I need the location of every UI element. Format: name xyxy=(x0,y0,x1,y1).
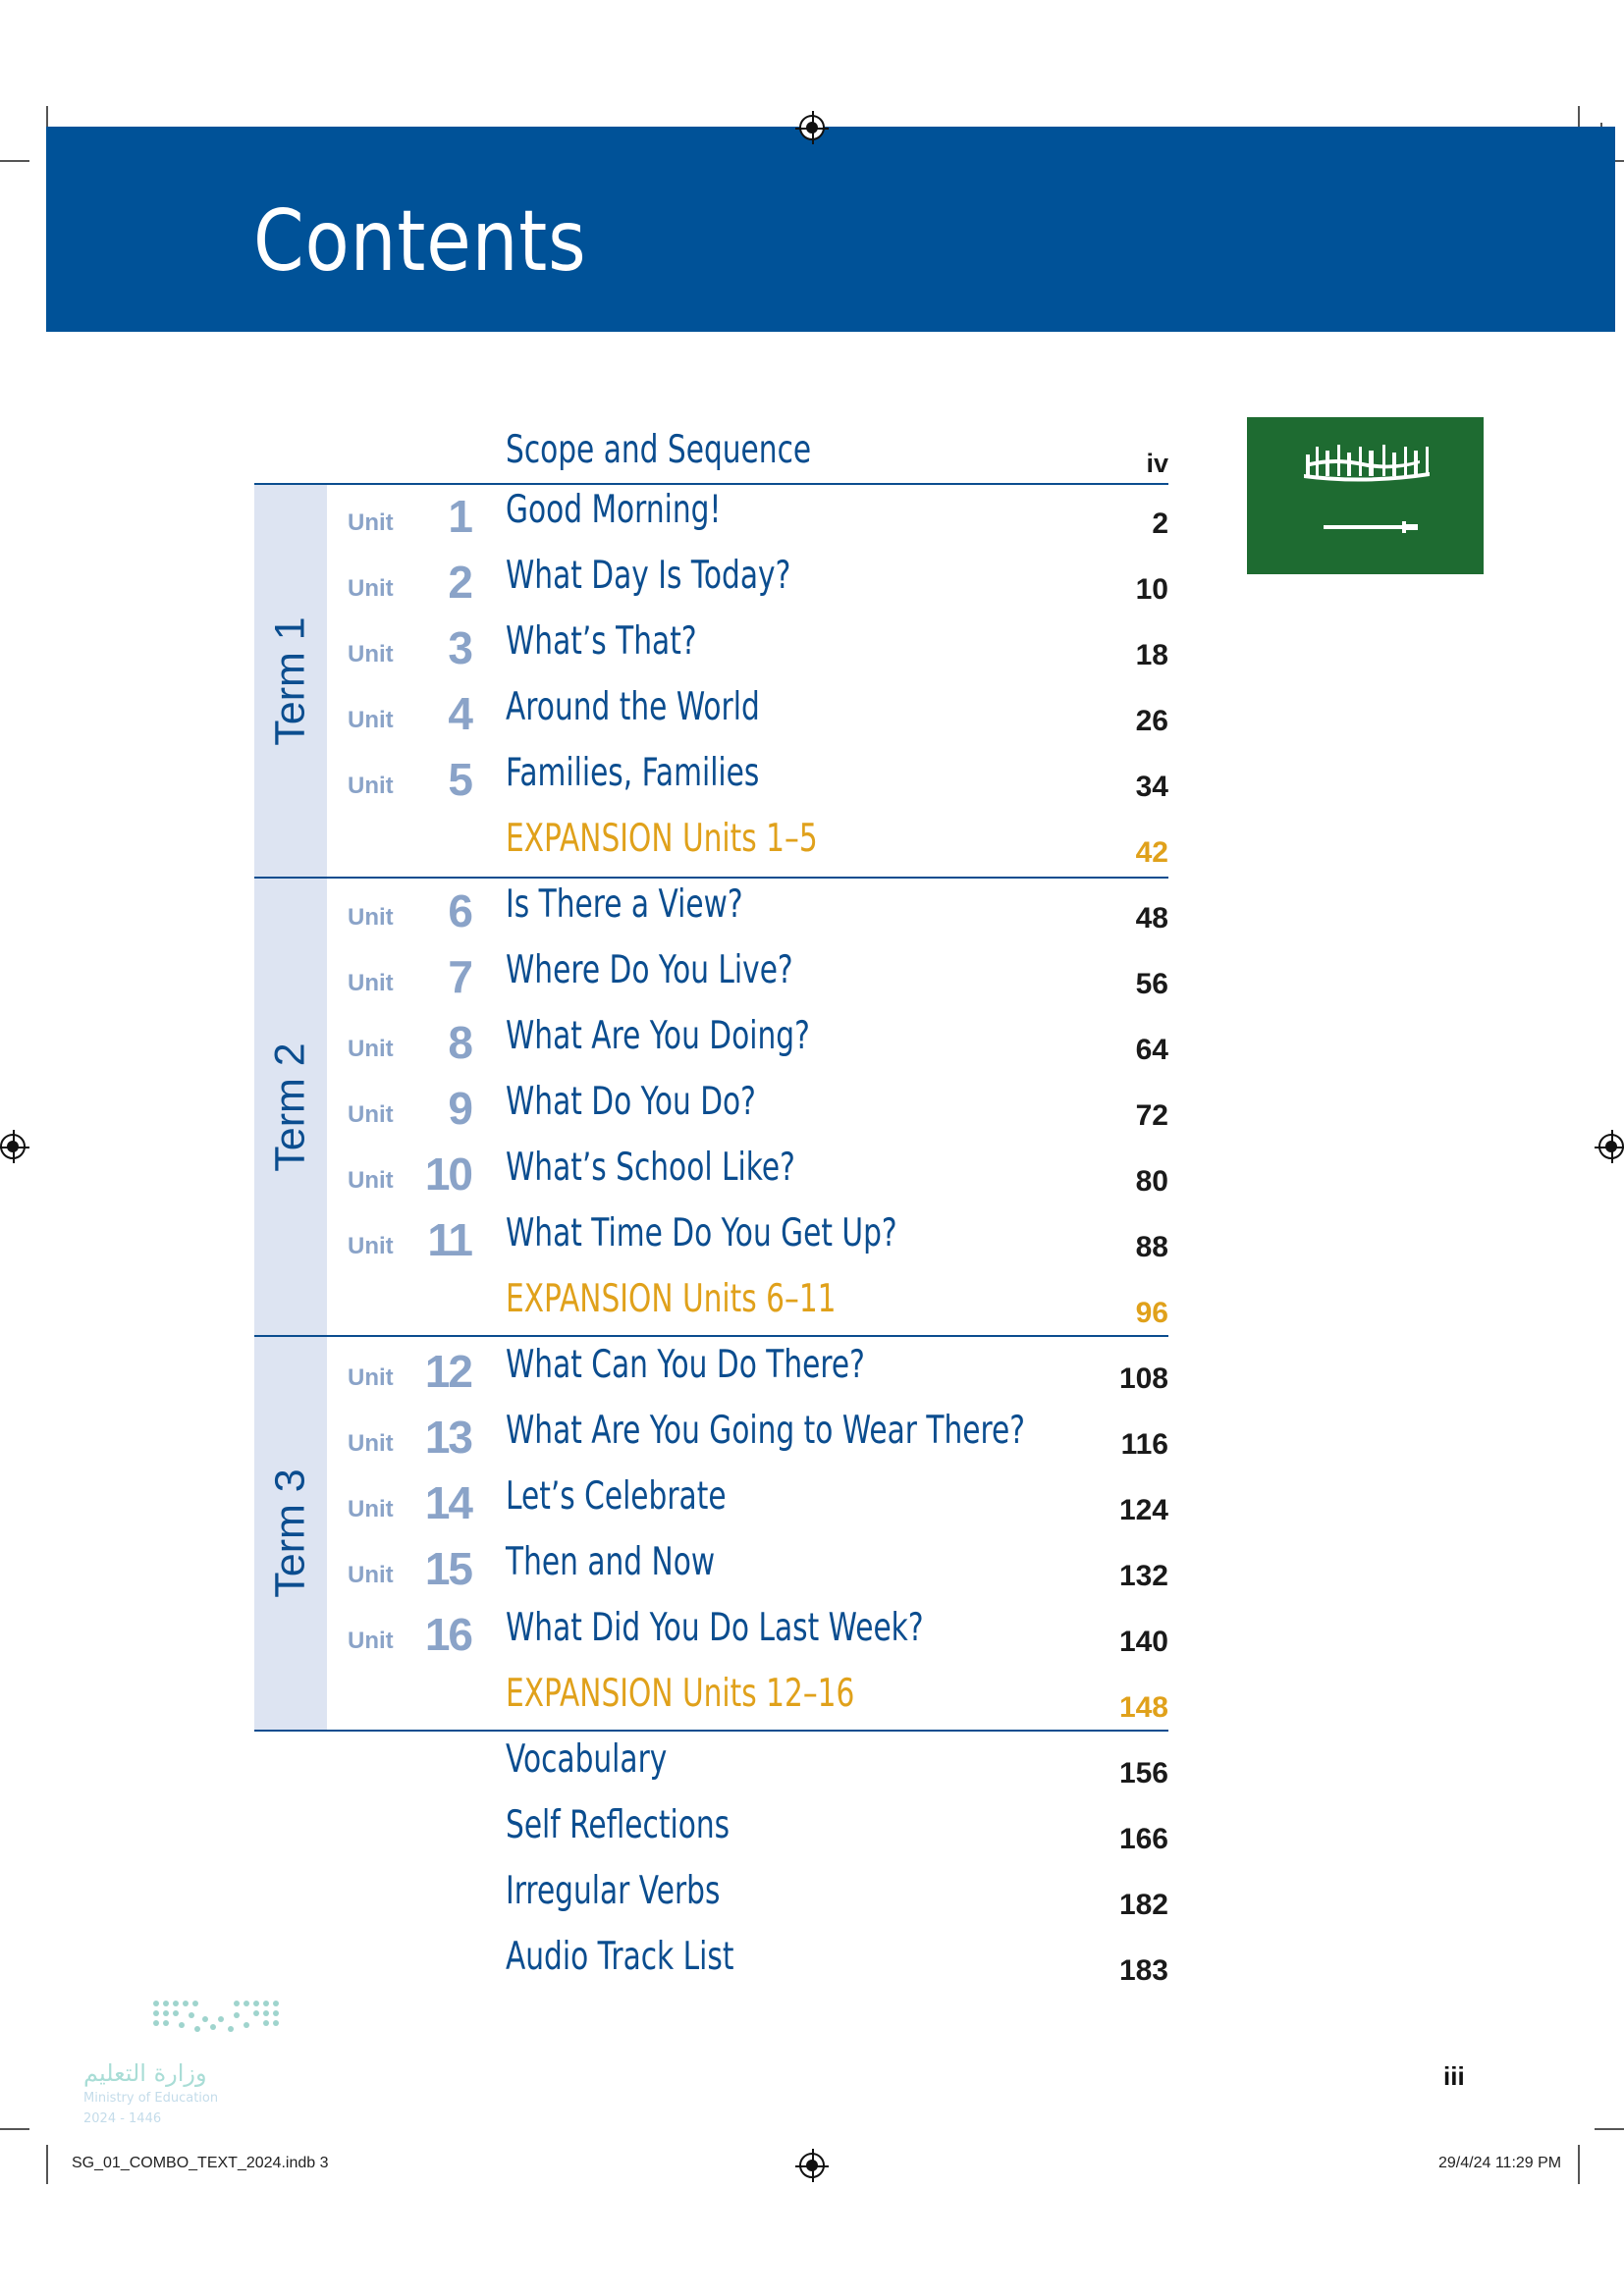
toc-back-matter-row[interactable] xyxy=(0,1857,1624,1921)
toc-page: 10 xyxy=(1135,573,1168,606)
toc-page: 108 xyxy=(1118,1362,1168,1395)
toc-unit-row[interactable] xyxy=(0,1331,1624,1397)
toc-title: Around the World xyxy=(506,685,760,729)
unit-number: 12 xyxy=(424,1346,471,1397)
page-number: iii xyxy=(1443,2061,1465,2091)
toc-title: Let’s Celebrate xyxy=(506,1474,727,1519)
registration-mark-icon xyxy=(799,2153,825,2178)
toc-page: 88 xyxy=(1135,1231,1168,1263)
toc-page: 124 xyxy=(1118,1494,1168,1526)
footer-file-name: SG_01_COMBO_TEXT_2024.indb 3 xyxy=(72,2155,329,2171)
term-label: Term 3 xyxy=(266,1468,314,1598)
unit-number: 10 xyxy=(424,1148,471,1200)
toc-page: 183 xyxy=(1118,1954,1168,1987)
toc-unit-row[interactable] xyxy=(0,1594,1624,1660)
toc-title: What Can You Do There? xyxy=(506,1343,865,1387)
unit-number: 6 xyxy=(448,885,471,936)
crop-mark xyxy=(0,2128,29,2130)
unit-number: 5 xyxy=(448,754,471,805)
page-title: Contents xyxy=(253,192,587,291)
toc-page: 156 xyxy=(1118,1757,1168,1789)
toc-unit-row[interactable] xyxy=(0,1134,1624,1200)
toc-page: 56 xyxy=(1135,968,1168,1000)
toc-page: 26 xyxy=(1135,705,1168,737)
unit-label: Unit xyxy=(348,1364,394,1391)
unit-number: 9 xyxy=(448,1083,471,1134)
toc-title: Self Reflections xyxy=(506,1803,731,1847)
toc-page: 64 xyxy=(1135,1034,1168,1066)
unit-number: 14 xyxy=(424,1477,471,1528)
unit-label: Unit xyxy=(348,1101,394,1128)
ministry-of-education-logo xyxy=(83,1998,299,2130)
toc-title: Scope and Sequence xyxy=(506,428,812,472)
crop-mark xyxy=(1578,2145,1580,2184)
toc-page: 96 xyxy=(1135,1297,1168,1329)
header-banner xyxy=(46,127,1615,332)
toc-title: EXPANSION Units 12–16 xyxy=(506,1672,855,1716)
toc-back-matter-row[interactable] xyxy=(0,1791,1624,1855)
unit-label: Unit xyxy=(348,1562,394,1588)
crop-mark xyxy=(1595,2128,1624,2130)
unit-number: 3 xyxy=(448,622,471,673)
unit-number: 11 xyxy=(427,1214,471,1265)
toc-unit-row[interactable] xyxy=(0,1200,1624,1265)
toc-page: 2 xyxy=(1152,507,1168,540)
toc-page: 132 xyxy=(1118,1560,1168,1592)
toc-unit-row[interactable] xyxy=(0,871,1624,936)
unit-label: Unit xyxy=(348,1036,394,1062)
unit-number: 8 xyxy=(448,1017,471,1068)
toc-unit-row[interactable] xyxy=(0,1002,1624,1068)
term-label: Term 2 xyxy=(266,1042,314,1172)
unit-number: 16 xyxy=(424,1609,471,1660)
unit-label: Unit xyxy=(348,970,394,996)
toc-page: iv xyxy=(1146,449,1168,478)
toc-page: 18 xyxy=(1135,639,1168,671)
toc-title: What Time Do You Get Up? xyxy=(506,1211,897,1255)
unit-number: 13 xyxy=(424,1412,471,1463)
toc-title: What Day Is Today? xyxy=(506,554,791,598)
unit-label: Unit xyxy=(348,1628,394,1654)
unit-label: Unit xyxy=(348,1233,394,1259)
unit-number: 7 xyxy=(448,951,471,1002)
unit-label: Unit xyxy=(348,1496,394,1522)
toc-title: Is There a View? xyxy=(506,882,743,927)
unit-label: Unit xyxy=(348,773,394,799)
crop-mark xyxy=(46,2145,48,2184)
toc-title: Families, Families xyxy=(506,751,760,795)
logo-english-text: Ministry of Education xyxy=(83,2091,219,2106)
toc-title: What’s That? xyxy=(506,619,697,664)
toc-unit-row[interactable] xyxy=(0,739,1624,805)
registration-mark-icon xyxy=(799,115,825,140)
toc-page: 116 xyxy=(1120,1428,1168,1461)
toc-back-matter-row[interactable] xyxy=(0,1923,1624,1987)
toc-unit-row[interactable] xyxy=(0,1463,1624,1528)
toc-title: What Are You Doing? xyxy=(506,1014,810,1058)
unit-number: 4 xyxy=(448,688,471,739)
toc-unit-row[interactable] xyxy=(0,936,1624,1002)
toc-title: Audio Track List xyxy=(506,1935,734,1979)
toc-expansion-row[interactable] xyxy=(0,1265,1624,1329)
toc-expansion-row[interactable] xyxy=(0,805,1624,869)
toc-page: 140 xyxy=(1118,1626,1168,1658)
crop-mark xyxy=(0,160,29,162)
toc-title: What Are You Going to Wear There? xyxy=(506,1409,1026,1453)
unit-label: Unit xyxy=(348,641,394,667)
toc-page: 72 xyxy=(1135,1099,1168,1132)
unit-number: 1 xyxy=(448,491,471,542)
unit-label: Unit xyxy=(348,575,394,602)
footer-timestamp: 29/4/24 11:29 PM xyxy=(1438,2155,1562,2171)
toc-title: What Do You Do? xyxy=(506,1080,756,1124)
toc-page: 182 xyxy=(1118,1889,1168,1921)
toc-page: 34 xyxy=(1135,771,1168,803)
toc-title: Then and Now xyxy=(506,1540,716,1584)
unit-number: 2 xyxy=(448,557,471,608)
toc-title: What Did You Do Last Week? xyxy=(506,1606,924,1650)
toc-title: Good Morning! xyxy=(506,488,722,532)
toc-title: Where Do You Live? xyxy=(506,948,793,992)
saudi-flag-icon xyxy=(1247,417,1484,574)
toc-title: What’s School Like? xyxy=(506,1146,795,1190)
toc-page: 148 xyxy=(1118,1691,1168,1724)
term-label: Term 1 xyxy=(266,616,314,746)
toc-page: 166 xyxy=(1118,1823,1168,1855)
unit-label: Unit xyxy=(348,707,394,733)
toc-title: EXPANSION Units 6–11 xyxy=(506,1277,837,1321)
unit-label: Unit xyxy=(348,1167,394,1194)
toc-title: Irregular Verbs xyxy=(506,1869,721,1913)
toc-title: EXPANSION Units 1–5 xyxy=(506,817,818,861)
unit-label: Unit xyxy=(348,904,394,931)
logo-dots-icon xyxy=(83,1998,299,2047)
toc-unit-row[interactable] xyxy=(0,608,1624,673)
unit-number: 15 xyxy=(424,1543,471,1594)
toc-page: 48 xyxy=(1135,902,1168,934)
toc-page: 42 xyxy=(1135,836,1168,869)
toc-page: 80 xyxy=(1135,1165,1168,1198)
unit-label: Unit xyxy=(348,509,394,536)
logo-arabic-text: وزارة التعليم xyxy=(83,2059,207,2087)
toc-expansion-row[interactable] xyxy=(0,1660,1624,1724)
toc-unit-row[interactable] xyxy=(0,1397,1624,1463)
toc-title: Vocabulary xyxy=(506,1737,668,1782)
logo-year-text: 2024 - 1446 xyxy=(83,2111,162,2126)
unit-label: Unit xyxy=(348,1430,394,1457)
toc-back-matter-row[interactable] xyxy=(0,1726,1624,1789)
